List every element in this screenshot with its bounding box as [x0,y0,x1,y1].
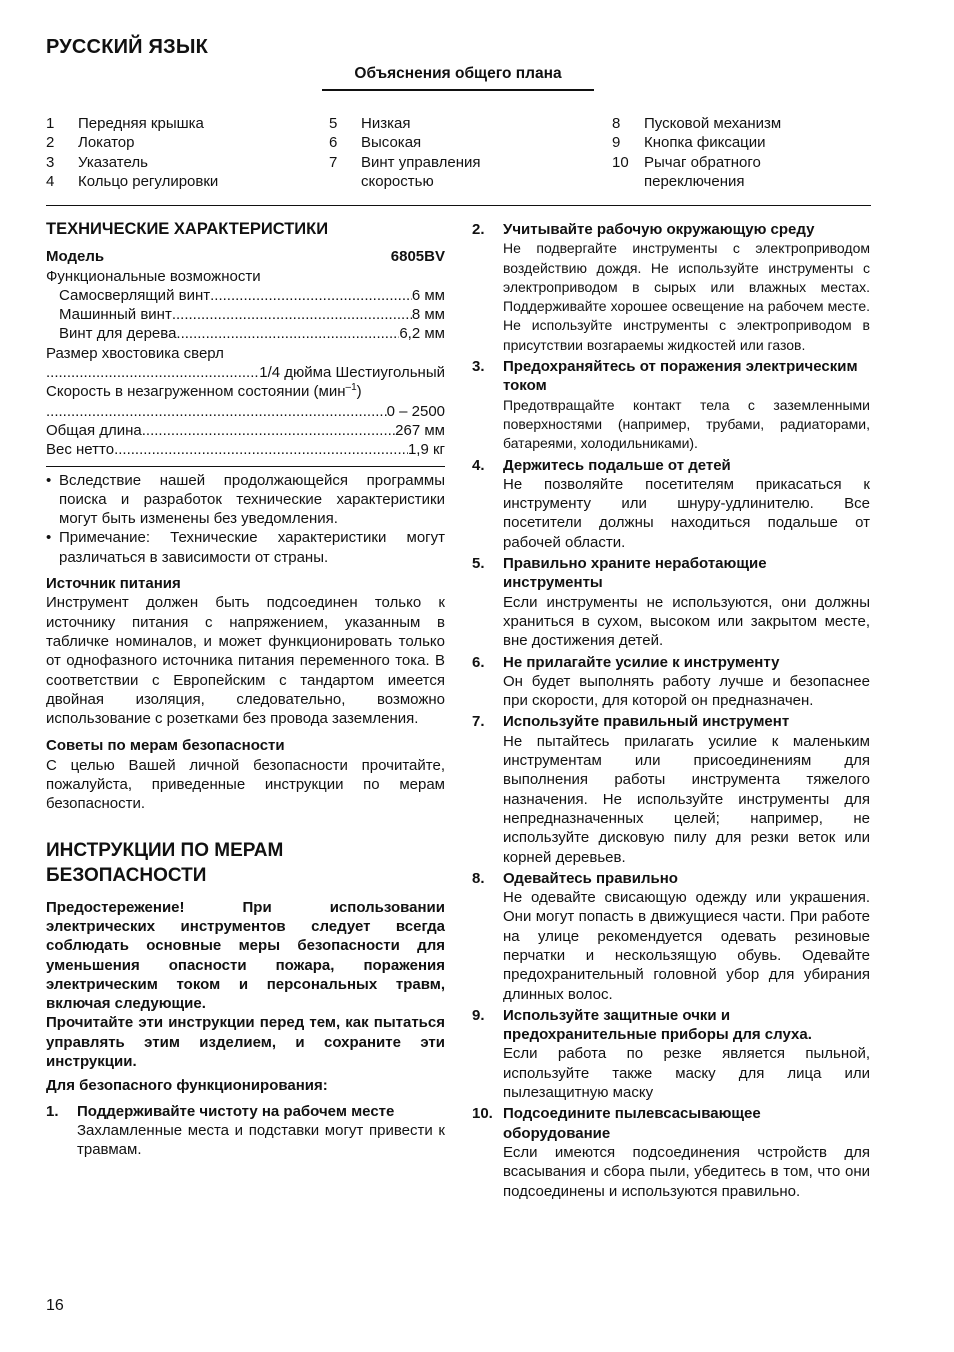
legend-column-3 [612,114,892,191]
model-row: Модель 6805BV [46,248,445,266]
safety-item: 9. Используйте защитные очки и предохранительные приборы для слуха. Если работа по резке является пыльной, используйте также маску для лица или пылезащитную маску [472,1006,870,1102]
capacities-label: Функциональные возможности [46,267,261,285]
safety-item: 2. Учитывайте рабочую окружающую среду Не подвергайте инструменты с электроприводом воздействию дождя. Не используйте инструменты с электроприводом в сырых или влажных местах. Поддерживайте хорошее освещение на рабочем месте. Не используйте инструменты с электроприводом в присутствии возгараемы жидкостей или газов. [472,221,870,353]
legend-item: 10 Рычаг обратного переключения [612,153,761,190]
shank-label: Размер хвостовика сверл [46,344,224,362]
legend-item: 6 Высокая [329,134,422,152]
safety-tips-title: Советы по мерам безопасности [46,737,285,755]
general-explanation-title: Объяснения общего плана [322,64,594,91]
legend-item: 5 Низкая [329,115,411,132]
page-number: 16 [46,1297,64,1314]
safety-item: 3. Предохраняйтесь от поражения электрическим током Предотвращайте контакт тела с заземленными поверхностями (например, трубами, радиаторами, батареями, холодильниками). [472,358,870,452]
legend-item: 9 Кнопка фиксации [612,134,766,152]
legend-item: 7 Винт управления скоростью [329,153,481,190]
spec-note-bullet: • Вследствие нашей продолжающейся программы поиска и разработок технические характеристики могут быть изменены без уведомления. [46,471,445,528]
spec-shank: ..... 1/4 дюйма Шестиугольный [46,363,445,382]
legend-item: 3 Указатель [46,153,148,171]
legend-item: 4 Кольцо регулировки [46,172,219,190]
legend-item: 8 Пусковой механизм [612,115,782,132]
specs-title: ТЕХНИЧЕСКИЕ ХАРАКТЕРИСТИКИ [46,220,329,238]
safety-item: 5. Правильно храните неработающие инструменты Если инструменты не используются, они должны храниться в сухом, высоком или закрытом месте, вне достижения детей. [472,555,870,650]
left-column [46,220,445,1159]
spec-speed: ..... 0 – 2500 [46,402,445,421]
spec-wood-screw: Винт для дерева ..... 6,2 мм [46,324,445,343]
safety-tips-text: С целью Вашей личной безопасности прочитайте, пожалуйста, приведенные инструкции по мерам безопасности. [46,756,445,813]
safety-item: 7. Используйте правильный инструмент Не пытайтесь прилагать усилие к маленьким инструментам или присоединениям для выполнения работы инструмента тяжелого назначения. Не используйте инструменты для непредназначенных целей; например, не используйте дисковую пилу для резки веток или корней деревьев. [472,713,870,866]
spec-self-drilling: Самосверлящий винт ..... 6 мм [46,286,445,305]
right-column [472,220,870,1201]
legend-column-2 [329,114,609,191]
spec-machine-screw: Машинный винт ..... 8 мм [46,305,445,324]
safety-warning: Предостережение! При использовании электрических инструментов следует всегда соблюдать основные меры безопасности для уменьшения опасности пожара, поражения электрическим током и персональных травм, включая следующие. [46,898,445,1013]
legend-column-1 [46,114,326,191]
spec-weight: Вес нетто ..... 1,9 кг [46,440,445,459]
spec-note-bullet: • Примечание: Технические характеристики могут различаться в зависимости от страны. [46,529,445,566]
safety-item: 10. Подсоедините пылевсасывающее оборудование Если имеются подсоединения чстройств для всасывания и сбора пыли, убедитесь в том, что они подсоединены и используются правильно. [472,1105,870,1200]
safety-item: 1. Поддерживайте чистоту на рабочем месте Захламленные места и подставки могут привести к травмам. [46,1102,445,1159]
language-heading: РУССКИЙ ЯЗЫК [46,36,209,58]
safe-operation-label: Для безопасного функционирования: [46,1077,328,1095]
safety-item: 8. Одевайтесь правильно Не одевайте свисающую одежду или украшения. Они могут попасть в движущиеся части. При работе на улице рекомендуется одевать резиновые перчатки и нескользящую обувь. Одевайте предохранительный головной убор для убирания длинных волос. [472,869,870,1003]
safety-item: 4. Держитесь подальше от детей Не позволяйте посетителям прикасаться к инструменту или шнуру-удлинителю. Все посетители должны находиться подальше от рабочей области. [472,456,870,551]
safety-read: Прочитайте эти инструкции перед тем, как пытаться управлять этим изделием, и сохраните эти инструкции. [46,1014,445,1070]
section-divider [46,205,871,206]
power-title: Источник питания [46,575,181,593]
safety-item: 6. Не прилагайте усилие к инструменту Он будет выполнять работу лучше и безопаснее при скорости, для которой он предназначен. [472,653,870,710]
spec-length: Общая длина ..... 267 мм [46,421,445,440]
speed-label: Скорость в незагруженном состоянии (мин$^{-1}$) [46,382,362,401]
power-text: Инструмент должен быть подсоединен только к источнику питания с напряжением, указанным в табличке номиналов, и может функционировать только от однофазного источника питания переменного тока. В соответствии с Европейским с тандартом имеется двойная изоляция, следовательно, возможно использование с розетками без провода заземления. [46,594,445,728]
safety-instructions-title: ИНСТРУКЦИИ ПО МЕРАМ БЕЗОПАСНОСТИ [46,839,284,886]
legend-item: 1 Передняя крышка [46,115,204,132]
legend-item: 2 Локатор [46,134,135,152]
specs-divider [46,466,445,467]
